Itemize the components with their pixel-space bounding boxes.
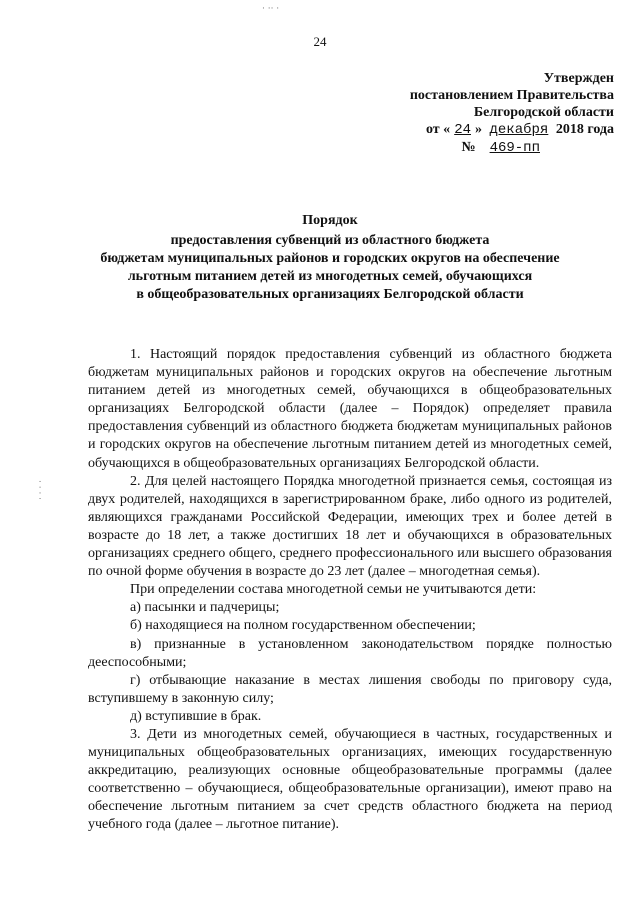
paragraph-3: 3. Дети из многодетных семей, обучающиеся в частных, государственных и муниципальных общеобразовательных организациях, имеющих государственную аккредитацию, реализующих основные общеобразовательные программы (далее соответственно – обучающиеся, общеобразовательные организации), имеют право на обеспечение льготным питанием за счет средств областного бюджета на период учебного года (далее – льготное питание). [88, 726, 612, 833]
list-item-g: г) отбывающие наказание в местах лишения свободы по приговору суда, вступившему в законную силу; [88, 672, 612, 706]
title-line-4: в общеобразовательных организациях Белгородской области [136, 287, 524, 302]
approval-line-2: постановлением Правительства [409, 88, 614, 103]
list-item-v: в) признанные в установленном законодательством порядке полностью дееспособными; [88, 636, 612, 670]
date-month: декабря [489, 122, 549, 138]
scan-artifact-top: · ·· · [262, 4, 280, 14]
title-line-3: льготным питанием детей из многодетных семей, обучающихся [127, 269, 533, 284]
paragraph-2: 2. Для целей настоящего Порядка многодетной признается семья, состоящая из двух родителей, находящихся в зарегистрированном браке, либо одного из родителей, являющихся гражданами Российской Федерации, имеющих трех и более детей в возрасте до 18 лет, а также достигших 18 лет и обучающихся в образовательных организациях среднего общего, среднего профессионального или высшего образования по очной форме обучения в возрасте до 23 лет (далее – многодетная семья). [88, 473, 612, 580]
paragraph-exclusions-intro: При определении состава многодетной семьи не учитываются дети: [130, 582, 537, 598]
title-heading: Порядок [302, 213, 358, 228]
paragraph-1: 1. Настоящий порядок предоставления субвенций из областного бюджета бюджетам муниципальных районов и городских округов на обеспечение льготным питанием детей из многодетных семей, обучающихся в общеобразовательных организациях Белгородской области (далее – Порядок) определяет правила предоставления субвенций из областного бюджета бюджетам муниципальных районов и городских округов на обеспечение льготным питанием детей из многодетных семей, обучающихся в общеобразовательных организациях Белгородской области. [88, 347, 612, 471]
number-value: 469-пп [489, 140, 540, 156]
date-year: 2018 года [555, 122, 614, 137]
approval-line-1: Утвержден [543, 71, 614, 86]
list-item-b: б) находящиеся на полном государственном обеспечении; [130, 618, 476, 634]
approval-number [334, 139, 614, 157]
date-mid: » [475, 122, 482, 137]
title-line-2: бюджетам муниципальных районов и городских округов на обеспечение [100, 251, 560, 266]
list-item-d: д) вступившие в брак. [130, 708, 262, 724]
document-body [88, 346, 612, 835]
date-prefix: от « [425, 122, 451, 137]
approval-line-3: Белгородской области [473, 105, 614, 120]
title-line-1: предоставления субвенций из областного бюджета [170, 233, 490, 248]
list-item-a: а) пасынки и падчерицы; [130, 600, 280, 616]
approval-date [334, 121, 614, 139]
page-number: 24 [313, 34, 327, 49]
approval-stamp [334, 70, 614, 157]
document-title [60, 212, 600, 304]
scan-artifact-left: · · · · [34, 480, 44, 501]
number-prefix: № [461, 140, 476, 155]
date-day: 24 [454, 122, 471, 138]
